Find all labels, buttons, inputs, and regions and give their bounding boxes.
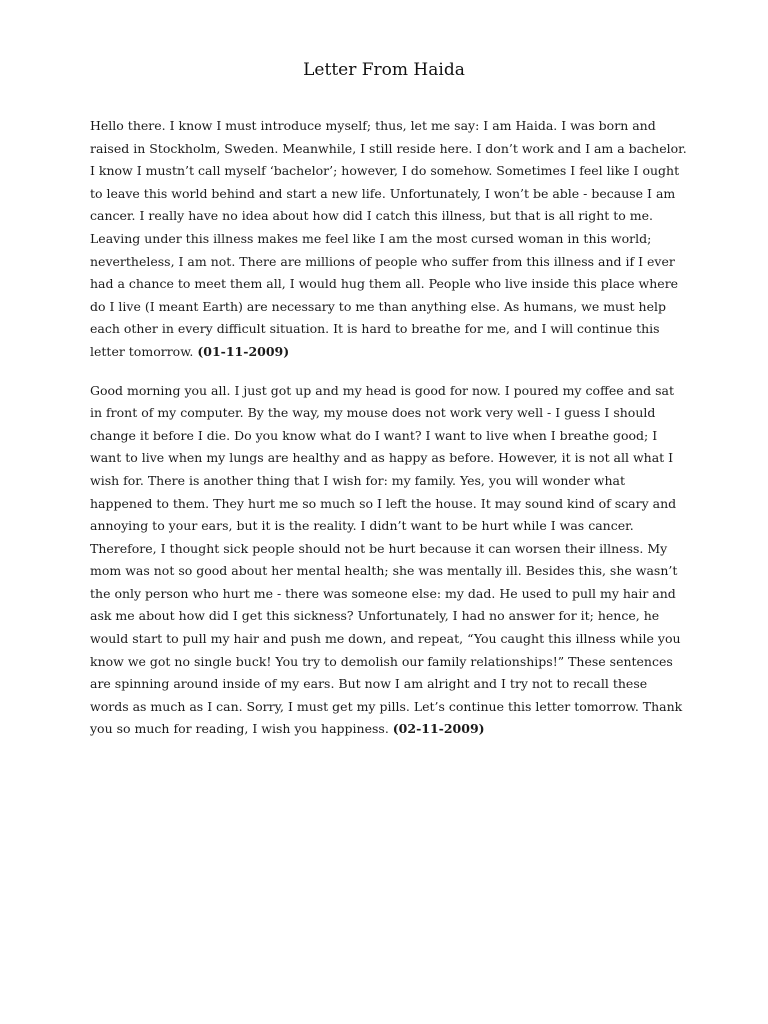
paragraph-last-line	[90, 341, 682, 364]
paragraph-line: would start to pull my hair and push me down, and repeat, “You caught this illness while you	[90, 631, 681, 647]
entry-date: (01-11-2009)	[197, 343, 290, 359]
paragraph-line: do I live (I meant Earth) are necessary to me than anything else. As humans, we must help	[90, 298, 666, 314]
paragraph-line: Therefore, I thought sick people should not be hurt because it can worsen their illness. My	[90, 540, 668, 556]
paragraph-line: ask me about how did I get this sickness? Unfortunately, I had no answer for it; hence, he	[90, 608, 660, 624]
paragraph-line: nevertheless, I am not. There are millions of people who suffer from this illness and if I ever	[90, 253, 675, 269]
paragraph-line: change it before I die. Do you know what do I want? I want to live when I breathe good; I	[90, 427, 658, 443]
paragraph-line-text: you so much for reading, I wish you happiness.	[90, 721, 393, 737]
paragraph-line: mom was not so good about her mental health; she was mentally ill. Besides this, she wasn’t	[90, 563, 678, 579]
paragraph-line: are spinning around inside of my ears. But now I am alright and I try not to recall these	[90, 676, 648, 692]
paragraph-line: in front of my computer. By the way, my mouse does not work very well - I guess I should	[90, 405, 656, 421]
paragraph-2	[90, 380, 682, 742]
paragraph-line: Good morning you all. I just got up and my head is good for now. I poured my coffee and sat	[90, 382, 675, 398]
paragraph-line: Leaving under this illness makes me feel like I am the most cursed woman in this world;	[90, 230, 652, 246]
paragraph-last-line	[90, 718, 682, 741]
paragraph-line: happened to them. They hurt me so much so I left the house. It may sound kind of scary and	[90, 495, 677, 511]
paragraph-line: wish for. There is another thing that I wish for: my family. Yes, you will wonder what	[90, 472, 625, 488]
paragraph-1	[90, 115, 687, 364]
paragraph-line: I know I mustn’t call myself ‘bachelor’; however, I do somehow. Sometimes I feel like I ought	[90, 163, 680, 179]
entry-date: (02-11-2009)	[392, 721, 485, 737]
paragraph-line: raised in Stockholm, Sweden. Meanwhile, I still reside here. I don’t work and I am a bachelor.	[90, 140, 687, 156]
document-title: Letter From Haida	[303, 60, 465, 80]
paragraph-line: had a chance to meet them all, I would hug them all. People who live inside this place where	[90, 276, 679, 292]
paragraph-line: words as much as I can. Sorry, I must get my pills. Let’s continue this letter tomorrow. Thank	[90, 698, 683, 714]
paragraph-line: each other in every difficult situation. It is hard to breathe for me, and I will continue this	[90, 321, 660, 337]
letter-body	[90, 115, 687, 757]
paragraph-line: annoying to your ears, but it is the reality. I didn’t want to be hurt while I was cancer.	[90, 518, 634, 534]
paragraph-line-text: letter tomorrow.	[90, 343, 198, 359]
paragraph-line: Hello there. I know I must introduce myself; thus, let me say: I am Haida. I was born and	[90, 118, 656, 133]
paragraph-line: to leave this world behind and start a new life. Unfortunately, I won’t be able - because I am	[90, 185, 676, 201]
paragraph-line: cancer. I really have no idea about how did I catch this illness, but that is all right to me.	[90, 208, 654, 224]
paragraph-line: the only person who hurt me - there was someone else: my dad. He used to pull my hair and	[90, 585, 676, 601]
paragraph-line: know we got no single buck! You try to demolish our family relationships!” These sentences	[90, 653, 673, 669]
paragraph-line: want to live when my lungs are healthy and as happy as before. However, it is not all what I	[90, 450, 674, 466]
